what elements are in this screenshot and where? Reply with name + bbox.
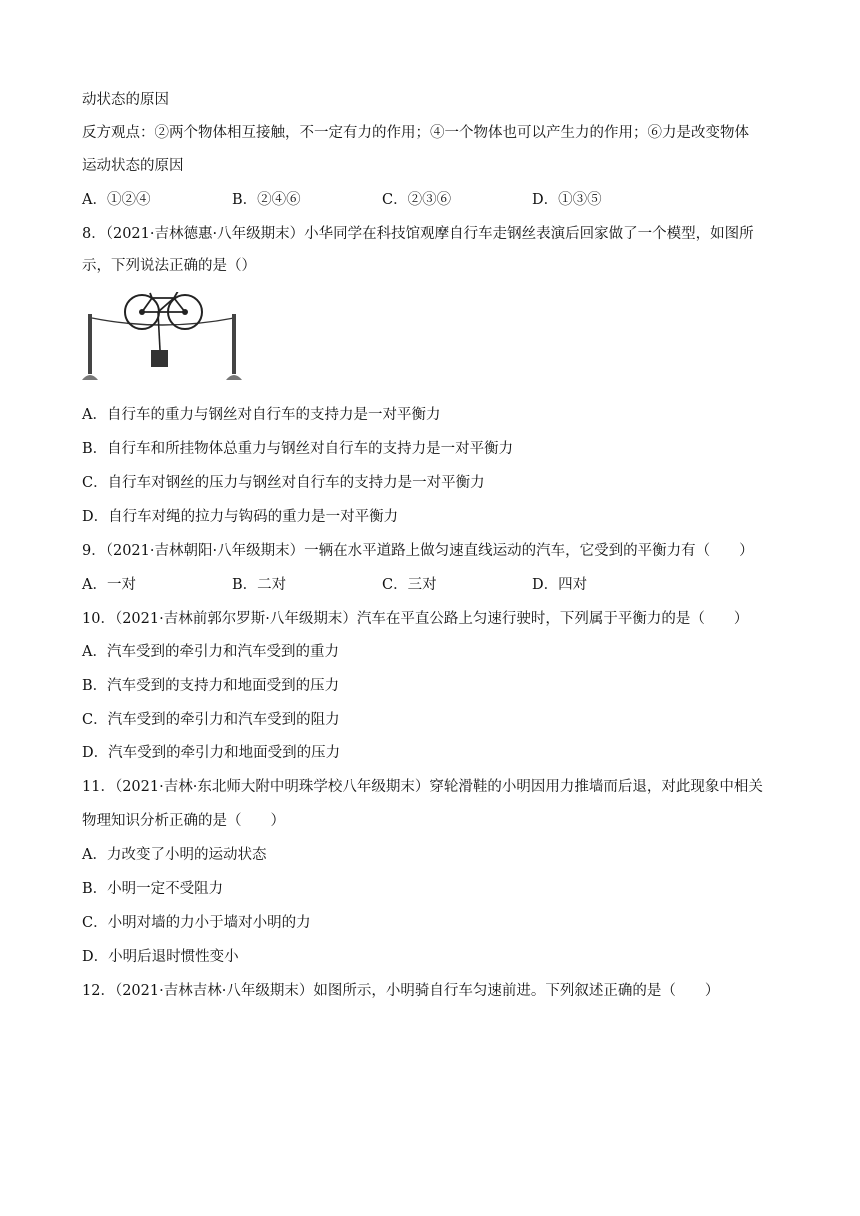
q8-option-d[interactable]: D．自行车对绳的拉力与钩码的重力是一对平衡力 bbox=[82, 509, 399, 525]
q11-option-d[interactable]: D．小明后退时惯性变小 bbox=[82, 949, 239, 965]
q8-option-a[interactable]: A．自行车的重力与钢丝对自行车的支持力是一对平衡力 bbox=[82, 407, 441, 423]
q9-option-a[interactable]: A．一对 bbox=[82, 577, 136, 593]
q10-question-line: 10．（2021·吉林前郭尔罗斯·八年级期末）汽车在平直公路上匀速行驶时，下列属于平衡力的是（ ） bbox=[82, 611, 749, 627]
q11-question-line-1: 11．（2021·吉林·东北师大附中明珠学校八年级期末）穿轮滑鞋的小明因用力推墙而后退，对此现象中相关 bbox=[82, 779, 763, 795]
tightrope-model-illustration bbox=[82, 292, 242, 380]
q7-option-b[interactable]: B．②④⑥ bbox=[232, 192, 301, 208]
q8-option-b[interactable]: B．自行车和所挂物体总重力与钢丝对自行车的支持力是一对平衡力 bbox=[82, 441, 514, 457]
q10-option-a[interactable]: A．汽车受到的牵引力和汽车受到的重力 bbox=[82, 644, 339, 660]
q11-question-line-2: 物理知识分析正确的是（ ） bbox=[82, 813, 285, 829]
q11-option-a[interactable]: A．力改变了小明的运动状态 bbox=[82, 847, 267, 863]
q9-option-d[interactable]: D．四对 bbox=[532, 577, 588, 593]
q7-option-d[interactable]: D．①③⑤ bbox=[532, 192, 602, 208]
q7-continuation-line: 动状态的原因 bbox=[82, 92, 169, 108]
q8-question-line-2: 示，下列说法正确的是（） bbox=[82, 258, 256, 274]
q10-option-c[interactable]: C．汽车受到的牵引力和汽车受到的阻力 bbox=[82, 712, 340, 728]
q7-opposing-view-line-2: 运动状态的原因 bbox=[82, 158, 184, 174]
q9-question-line: 9．（2021·吉林朝阳·八年级期末）一辆在水平道路上做匀速直线运动的汽车，它受到的平衡力有（ ） bbox=[82, 543, 754, 559]
q11-option-c[interactable]: C．小明对墙的力小于墙对小明的力 bbox=[82, 915, 311, 931]
q7-option-c[interactable]: C．②③⑥ bbox=[382, 192, 452, 208]
bicycle-tightrope-figure bbox=[82, 292, 242, 384]
q9-option-c[interactable]: C．三对 bbox=[382, 577, 437, 593]
q11-option-b[interactable]: B．小明一定不受阻力 bbox=[82, 881, 224, 897]
q12-question-line: 12．（2021·吉林吉林·八年级期末）如图所示，小明骑自行车匀速前进。下列叙述正确的是（ ） bbox=[82, 983, 720, 999]
q7-option-a[interactable]: A．①②④ bbox=[82, 192, 151, 208]
q10-option-b[interactable]: B．汽车受到的支持力和地面受到的压力 bbox=[82, 678, 340, 694]
q8-question-line-1: 8．（2021·吉林德惠·八年级期末）小华同学在科技馆观摩自行车走钢丝表演后回家做了一个模型，如图所 bbox=[82, 226, 754, 242]
q9-option-b[interactable]: B．二对 bbox=[232, 577, 287, 593]
q8-option-c[interactable]: C．自行车对钢丝的压力与钢丝对自行车的支持力是一对平衡力 bbox=[82, 475, 485, 491]
q10-option-d[interactable]: D．汽车受到的牵引力和地面受到的压力 bbox=[82, 745, 341, 761]
q7-opposing-view-line: 反方观点：②两个物体相互接触，不一定有力的作用；④一个物体也可以产生力的作用；⑥力是改变物体 bbox=[82, 125, 749, 141]
